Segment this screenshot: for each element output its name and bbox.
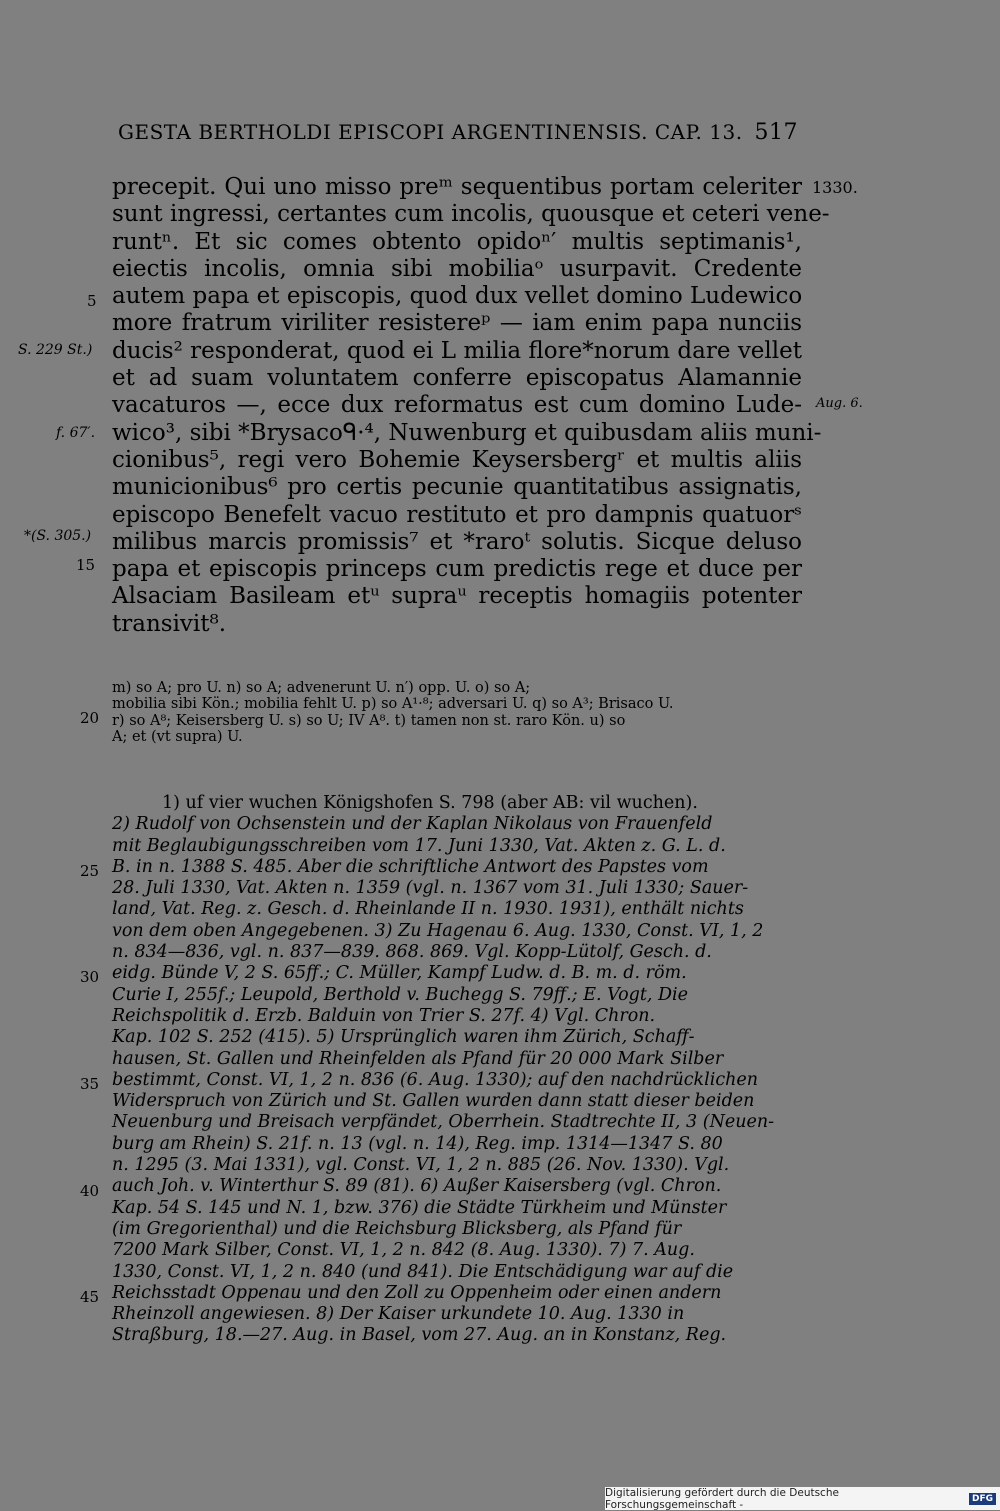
main-line: vacaturos —, ecce dux reformatus est cum domino Lude- xyxy=(112,392,802,419)
footnote-line: hausen, St. Gallen und Rheinfelden als Pfand für 20 000 Mark Silber xyxy=(112,1048,724,1069)
variant-notes xyxy=(112,680,802,745)
variant-note-line: mobilia sibi Kön.; mobilia fehlt U. p) so A¹·⁸; adversari U. q) so A³; Brisaco U. xyxy=(112,696,674,713)
running-title: GESTA BERTHOLDI EPISCOPI ARGENTINENSIS. CAP. 13. xyxy=(118,120,743,144)
margin-ref-s305: *(S. 305.) xyxy=(24,528,92,544)
footnote-line: Reichspolitik d. Erzb. Balduin von Trier S. 27f. 4) Vgl. Chron. xyxy=(112,1005,656,1026)
main-line: Alsaciam Basileam etᵘ supraᵘ receptis homagiis potenter xyxy=(112,583,802,610)
funding-credit-bar xyxy=(605,1487,1000,1510)
line-number-15: 15 xyxy=(76,556,96,574)
line-number-40: 40 xyxy=(80,1182,100,1200)
margin-ref-s229: S. 229 St.) xyxy=(18,342,93,358)
main-line: et ad suam voluntatem conferre episcopatus Alamannie xyxy=(112,365,802,392)
main-line: milibus marcis promissis⁷ et *raroᵗ solutis. Sicque deluso xyxy=(112,528,802,555)
footnote-line: von dem oben Angegebenen. 3) Zu Hagenau 6. Aug. 1330, Const. VI, 1, 2 xyxy=(112,920,764,941)
page-number: 517 xyxy=(754,120,798,145)
footnote-line: Kap. 102 S. 252 (415). 5) Ursprünglich waren ihm Zürich, Schaff- xyxy=(112,1027,695,1048)
footnote-line: Neuenburg und Breisach verpfändet, Oberrhein. Stadtrechte II, 3 (Neuen- xyxy=(112,1112,775,1133)
margin-date: Aug. 6. xyxy=(816,396,863,411)
main-line: transivit⁸. xyxy=(112,610,227,637)
footnote-line: 1330, Const. VI, 1, 2 n. 840 (und 841). Die Entschädigung war auf die xyxy=(112,1261,734,1282)
footnote-line: Kap. 54 S. 145 und N. 1, bzw. 376) die Städte Türkheim und Münster xyxy=(112,1197,727,1218)
main-text xyxy=(112,174,830,638)
margin-year: 1330. xyxy=(812,178,858,197)
footnote-line: Straßburg, 18.—27. Aug. in Basel, vom 27. Aug. an in Konstanz, Reg. xyxy=(112,1325,727,1346)
footnote-line: n. 1295 (3. Mai 1331), vgl. Const. VI, 1, 2 n. 885 (26. Nov. 1330). Vgl. xyxy=(112,1155,730,1176)
footnote-line: burg am Rhein) S. 21f. n. 13 (vgl. n. 14), Reg. imp. 1314—1347 S. 80 xyxy=(112,1133,723,1154)
line-number-20: 20 xyxy=(80,709,100,727)
footnote-line: eidg. Bünde V, 2 S. 65ff.; C. Müller, Kampf Ludw. d. B. m. d. röm. xyxy=(112,963,687,984)
footnote-line: B. in n. 1388 S. 485. Aber die schriftliche Antwort des Papstes vom xyxy=(112,856,709,877)
footnotes xyxy=(112,793,802,1347)
margin-ref-f67: f. 67′. xyxy=(56,425,96,441)
main-line: sunt ingressi, certantes cum incolis, quousque et ceteri vene- xyxy=(112,201,830,228)
main-line: papa et episcopis princeps cum predictis rege et duce per xyxy=(112,556,802,583)
footnote-line: n. 834—836, vgl. n. 837—839. 868. 869. Vgl. Kopp-Lütolf, Gesch. d. xyxy=(112,942,712,963)
main-line: eiectis incolis, omnia sibi mobiliaᵒ usurpavit. Credente xyxy=(112,255,802,282)
footnote-line: 1) uf vier wuchen Königshofen S. 798 (aber AB: vil wuchen). xyxy=(162,793,698,813)
footnote-line: 2) Rudolf von Ochsenstein und der Kaplan Nikolaus von Frauenfeld xyxy=(112,814,713,835)
variant-note-line: A; et (vt supra) U. xyxy=(112,728,243,745)
footnote-line: Reichsstadt Oppenau und den Zoll zu Oppenheim oder einen andern xyxy=(112,1282,722,1303)
footnote-line: auch Joh. v. Winterthur S. 89 (81). 6) Außer Kaisersberg (vgl. Chron. xyxy=(112,1176,722,1197)
main-line: municionibus⁶ pro certis pecunie quantitatibus assignatis, xyxy=(112,474,802,501)
line-number-45: 45 xyxy=(80,1288,100,1306)
main-line: wico³, sibi *Brysacoᑫ·⁴, Nuwenburg et quibusdam aliis muni- xyxy=(112,419,822,446)
variant-note-line: m) so A; pro U. n) so A; advenerunt U. n′) opp. U. o) so A; xyxy=(112,680,531,696)
variant-note-line: r) so A⁸; Keisersberg U. s) so U; IV A⁸. t) tamen non st. raro Kön. u) so xyxy=(112,712,626,729)
footnote-line: mit Beglaubigungsschreiben vom 17. Juni 1330, Vat. Akten z. G. L. d. xyxy=(112,835,726,856)
main-line: episcopo Benefelt vacuo restituto et pro dampnis quatuorˢ xyxy=(112,501,802,528)
footnote-line: 28. Juli 1330, Vat. Akten n. 1359 (vgl. n. 1367 vom 31. Juli 1330; Sauer- xyxy=(112,878,749,899)
line-number-35: 35 xyxy=(80,1075,100,1093)
line-number-25: 25 xyxy=(80,862,100,880)
line-number-5: 5 xyxy=(87,292,97,310)
footnote-line: Widerspruch von Zürich und St. Gallen wurden dann statt dieser beiden xyxy=(112,1091,755,1112)
footnote-line: land, Vat. Reg. z. Gesch. d. Rheinlande II n. 1930. 1931), enthält nichts xyxy=(112,899,744,920)
footnote-line: Curie I, 255f.; Leupold, Berthold v. Buchegg S. 79ff.; E. Vogt, Die xyxy=(112,984,689,1005)
main-line: ducis² responderat, quod ei L milia flore*norum dare vellet xyxy=(112,337,802,364)
running-header xyxy=(118,120,798,145)
dfg-logo-icon: DFG xyxy=(969,1493,996,1505)
main-line: cionibus⁵, regi vero Bohemie Keysersbergʳ et multis aliis xyxy=(112,446,802,473)
main-line: precepit. Qui uno misso preᵐ sequentibus portam celeriter xyxy=(112,174,802,200)
main-line: runtⁿ. Et sic comes obtento opidoⁿ′ multis septimanis¹, xyxy=(112,228,802,255)
line-number-30: 30 xyxy=(80,968,100,986)
footnote-line: (im Gregorienthal) und die Reichsburg Blicksberg, als Pfand für xyxy=(112,1218,682,1239)
funding-credit-text: Digitalisierung gefördert durch die Deutsche Forschungsgemeinschaft - xyxy=(605,1486,839,1511)
footnote-line: bestimmt, Const. VI, 1, 2 n. 836 (6. Aug. 1330); auf den nachdrücklichen xyxy=(112,1069,759,1090)
footnote-line: Rheinzoll angewiesen. 8) Der Kaiser urkundete 10. Aug. 1330 in xyxy=(112,1304,685,1325)
footnote-line: 7200 Mark Silber, Const. VI, 1, 2 n. 842 (8. Aug. 1330). 7) 7. Aug. xyxy=(112,1240,695,1261)
main-line: more fratrum viriliter resistereᵖ — iam enim papa nunciis xyxy=(112,310,802,337)
main-line: autem papa et episcopis, quod dux vellet domino Ludewico xyxy=(112,283,803,310)
